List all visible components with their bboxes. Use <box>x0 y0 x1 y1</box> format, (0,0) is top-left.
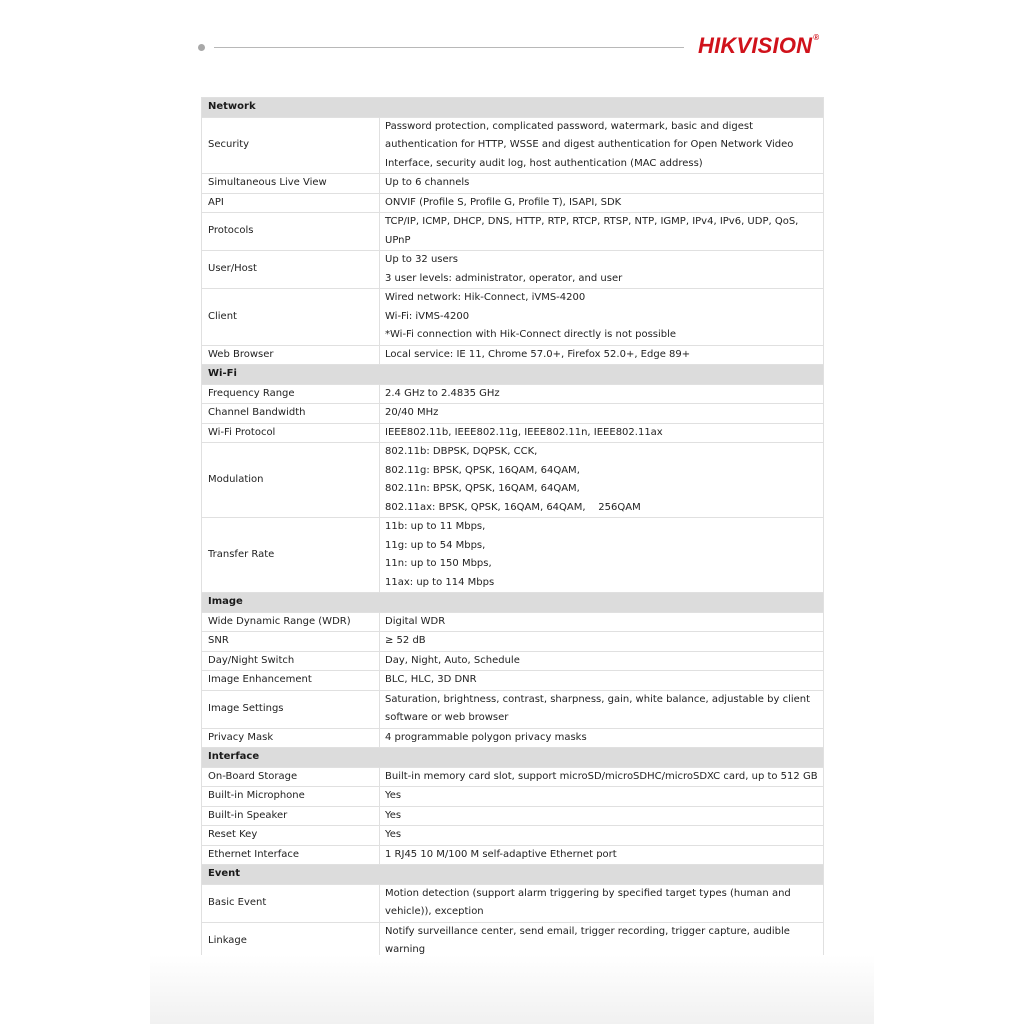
spec-label: Security <box>202 117 380 174</box>
spec-label: On-Board Storage <box>202 767 380 787</box>
registered-mark: ® <box>813 33 820 42</box>
brand-logo-text: HIKVISION <box>698 33 813 58</box>
spec-value-line: Yes <box>385 829 402 840</box>
spec-label: Built-in Microphone <box>202 787 380 807</box>
table-row <box>202 845 824 865</box>
spec-label: Client <box>202 289 380 346</box>
table-row <box>202 423 824 443</box>
spec-value-line: 802.11g: BPSK, QPSK, 16QAM, 64QAM, <box>385 464 580 476</box>
spec-label: Basic Event <box>202 884 380 922</box>
table-row <box>202 884 824 922</box>
spec-value <box>380 806 824 826</box>
spec-value-line: IEEE802.11b, IEEE802.11g, IEEE802.11n, IEEE802.11ax <box>385 426 663 438</box>
spec-label: Simultaneous Live View <box>202 174 380 194</box>
spec-label: Web Browser <box>202 345 380 365</box>
spec-value-line: Wi-Fi: iVMS-4200 <box>385 310 470 322</box>
table-row <box>202 728 824 748</box>
spec-value-line: ≥ 52 dB <box>385 635 426 646</box>
table-row <box>202 806 824 826</box>
table-row <box>202 193 824 213</box>
section-header <box>202 593 824 613</box>
spec-value-line: Yes <box>385 790 402 801</box>
spec-label: Wide Dynamic Range (WDR) <box>202 612 380 632</box>
spec-value <box>380 767 824 787</box>
table-row <box>202 345 824 365</box>
table-row <box>202 826 824 846</box>
spec-value-line: Password protection, complicated password, watermark, basic and digest <box>385 120 753 132</box>
spec-value <box>380 826 824 846</box>
spec-label: Built-in Speaker <box>202 806 380 826</box>
document-page <box>150 0 874 1024</box>
table-row <box>202 690 824 728</box>
spec-value-line: Yes <box>385 809 402 821</box>
spec-value-line: authentication for HTTP, WSSE and digest authentication for Open Network Video <box>385 139 794 150</box>
table-row <box>202 787 824 807</box>
spec-value <box>380 518 824 593</box>
section-title: Interface <box>202 748 824 768</box>
spec-value-line: Digital WDR <box>385 615 446 627</box>
spec-table <box>201 97 824 961</box>
spec-value-line: Interface, security audit log, host authentication (MAC address) <box>385 157 703 169</box>
spec-value-line: BLC, HLC, 3D DNR <box>385 674 477 685</box>
section-header <box>202 865 824 885</box>
table-row <box>202 651 824 671</box>
spec-value-line: Local service: IE 11, Chrome 57.0+, Firefox 52.0+, Edge 89+ <box>385 348 691 360</box>
table-row <box>202 518 824 593</box>
spec-label: Image Enhancement <box>202 671 380 691</box>
spec-label: Modulation <box>202 443 380 518</box>
spec-value <box>380 213 824 251</box>
table-row <box>202 443 824 518</box>
spec-label: Linkage <box>202 922 380 960</box>
spec-value-line: 802.11b: DBPSK, DQPSK, CCK, <box>385 446 538 457</box>
spec-value-line: warning <box>385 944 426 955</box>
spec-value <box>380 632 824 652</box>
spec-value <box>380 787 824 807</box>
spec-label: API <box>202 193 380 213</box>
table-row <box>202 632 824 652</box>
spec-value-line: ONVIF (Profile S, Profile G, Profile T), ISAPI, SDK <box>385 196 622 208</box>
spec-value-line: 20/40 MHz <box>385 407 439 418</box>
spec-value <box>380 651 824 671</box>
section-title: Wi-Fi <box>202 365 824 385</box>
spec-value <box>380 384 824 404</box>
spec-value-line: Built-in memory card slot, support microSD/microSDHC/microSDXC card, up to 512 GB <box>385 770 818 782</box>
table-row <box>202 213 824 251</box>
spec-value-line: Notify surveillance center, send email, trigger recording, trigger capture, audible <box>385 925 790 937</box>
spec-label: Image Settings <box>202 690 380 728</box>
spec-value-line: 11n: up to 150 Mbps, <box>385 558 492 569</box>
table-row <box>202 174 824 194</box>
header-rule <box>214 47 684 48</box>
spec-value-line: Up to 6 channels <box>385 177 470 188</box>
table-row <box>202 251 824 289</box>
page-bottom-shade <box>150 955 874 1024</box>
section-title: Image <box>202 593 824 613</box>
table-row <box>202 767 824 787</box>
table-row <box>202 404 824 424</box>
section-header <box>202 98 824 118</box>
spec-value-line: 2.4 GHz to 2.4835 GHz <box>385 387 500 399</box>
table-row <box>202 117 824 174</box>
spec-value <box>380 251 824 289</box>
brand-logo <box>698 33 819 59</box>
spec-value-line: 11g: up to 54 Mbps, <box>385 539 486 551</box>
table-row <box>202 671 824 691</box>
spec-value-line: Up to 32 users <box>385 254 458 265</box>
spec-label: Wi-Fi Protocol <box>202 423 380 443</box>
spec-label: Privacy Mask <box>202 728 380 748</box>
spec-label: Channel Bandwidth <box>202 404 380 424</box>
spec-label: SNR <box>202 632 380 652</box>
spec-value <box>380 884 824 922</box>
spec-label: Day/Night Switch <box>202 651 380 671</box>
spec-label: Ethernet Interface <box>202 845 380 865</box>
spec-value-line: vehicle)), exception <box>385 906 484 917</box>
section-header <box>202 365 824 385</box>
spec-value <box>380 193 824 213</box>
spec-value <box>380 690 824 728</box>
spec-value <box>380 404 824 424</box>
spec-value-line: Saturation, brightness, contrast, sharpness, gain, white balance, adjustable by client <box>385 693 811 705</box>
spec-value <box>380 728 824 748</box>
section-header <box>202 748 824 768</box>
spec-label: Transfer Rate <box>202 518 380 593</box>
spec-value <box>380 117 824 174</box>
spec-value-line: 11b: up to 11 Mbps, <box>385 521 486 532</box>
spec-value <box>380 845 824 865</box>
section-title: Event <box>202 865 824 885</box>
spec-value-line: 802.11n: BPSK, QPSK, 16QAM, 64QAM, <box>385 483 580 494</box>
spec-value-line: 11ax: up to 114 Mbps <box>385 576 495 588</box>
spec-value <box>380 423 824 443</box>
spec-label: User/Host <box>202 251 380 289</box>
spec-label: Reset Key <box>202 826 380 846</box>
spec-value-line: 3 user levels: administrator, operator, and user <box>385 272 623 284</box>
table-row <box>202 289 824 346</box>
spec-value-line: 802.11ax: BPSK, QPSK, 16QAM, 64QAM, 256QAM <box>385 501 641 513</box>
spec-value <box>380 345 824 365</box>
spec-value-line: software or web browser <box>385 712 509 723</box>
spec-value-line: 4 programmable polygon privacy masks <box>385 731 587 743</box>
spec-value <box>380 612 824 632</box>
spec-value-line: Wired network: Hik-Connect, iVMS-4200 <box>385 292 586 303</box>
table-row <box>202 612 824 632</box>
spec-value <box>380 174 824 194</box>
spec-value-line: *Wi-Fi connection with Hik-Connect directly is not possible <box>385 329 677 340</box>
spec-label: Frequency Range <box>202 384 380 404</box>
spec-value-line: 1 RJ45 10 M/100 M self-adaptive Ethernet port <box>385 848 617 860</box>
header-dot <box>198 44 205 51</box>
table-row <box>202 384 824 404</box>
spec-value-line: UPnP <box>385 234 411 246</box>
spec-value <box>380 443 824 518</box>
spec-label: Protocols <box>202 213 380 251</box>
spec-value-line: TCP/IP, ICMP, DHCP, DNS, HTTP, RTP, RTCP, RTSP, NTP, IGMP, IPv4, IPv6, UDP, QoS, <box>385 216 799 227</box>
spec-value-line: Motion detection (support alarm triggering by specified target types (human and <box>385 887 791 899</box>
section-title: Network <box>202 98 824 118</box>
spec-value-line: Day, Night, Auto, Schedule <box>385 654 520 666</box>
spec-value <box>380 671 824 691</box>
spec-value <box>380 289 824 346</box>
